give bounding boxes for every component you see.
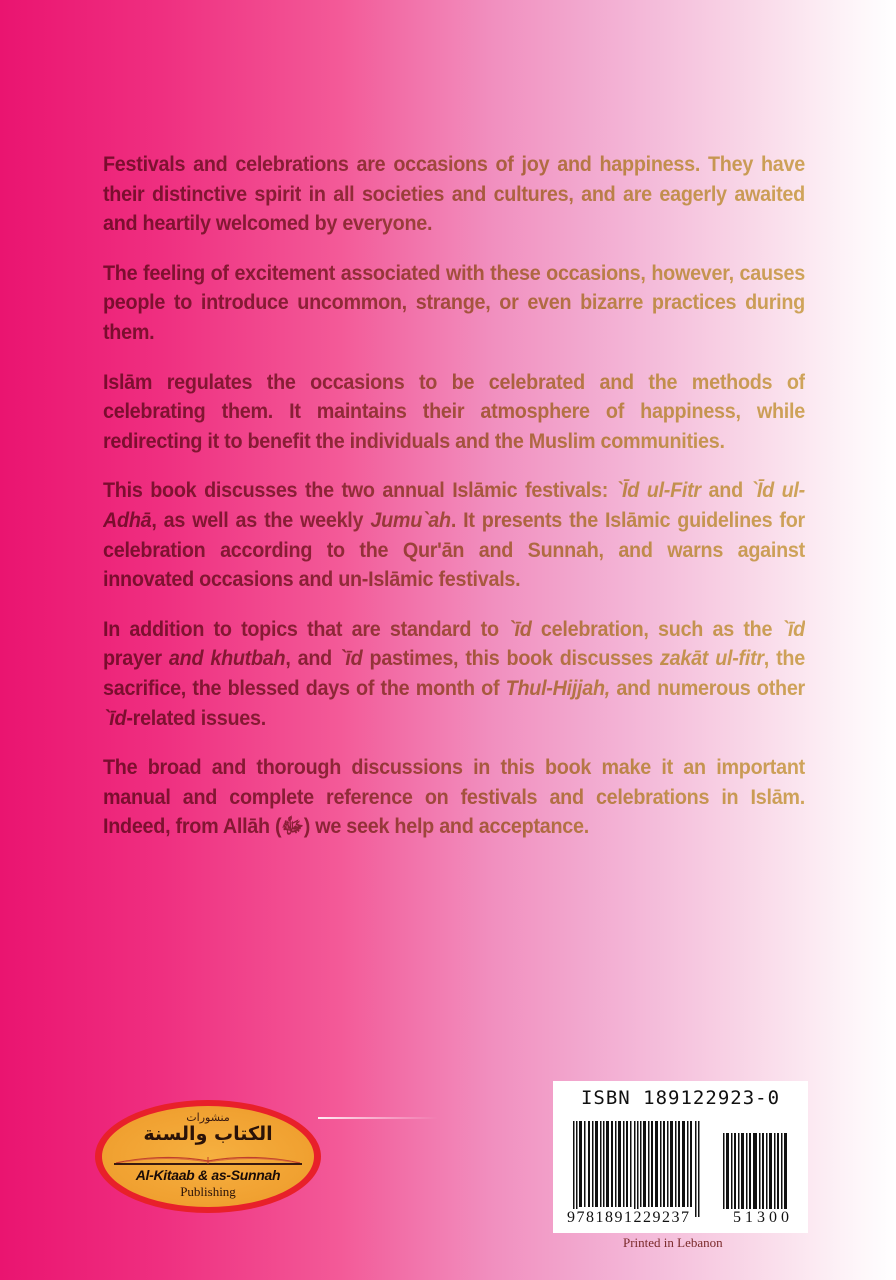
- isbn-label: ISBN 189122923-0: [580, 1087, 781, 1109]
- isbn-barcode: [553, 1081, 808, 1233]
- addon-digits: 51300: [733, 1209, 793, 1226]
- publisher-logo-inner: [102, 1106, 314, 1207]
- logo-arabic-small: منشورات: [186, 1111, 230, 1124]
- addon-barcode-bars: [723, 1133, 789, 1217]
- logo-english-name: Al-Kitaab & as-Sunnah: [135, 1167, 281, 1183]
- logo-subtitle: Publishing: [180, 1184, 236, 1199]
- logo-arabic-large: الكتاب والسنة: [143, 1123, 273, 1145]
- open-book-icon: [114, 1153, 302, 1165]
- printed-in-label: Printed in Lebanon: [623, 1235, 723, 1250]
- blurb-paragraph-4: This book discusses the two annual Islāmic festivals: `Īd ul-Fitr and `Īd ul-Adhā, as well as the weekly Jumu`ah. It presents the Islāmic guidelines for celebration according to the Qur'ān and Sunnah, and warns against innovated occasions and un-Islāmic festivals.: [103, 476, 805, 594]
- ean-digits: 9781891229237: [567, 1209, 691, 1226]
- blurb-paragraph-2: The feeling of excitement associated with these occasions, however, causes people to introduce uncommon, strange, or even bizarre practices during them.: [103, 259, 805, 348]
- blurb-paragraph-3: Islām regulates the occasions to be celebrated and the methods of celebrating them. It maintains their atmosphere of happiness, while redirecting it to benefit the individuals and the Muslim communities.: [103, 368, 805, 457]
- glare-streak: [318, 1117, 438, 1119]
- blurb-paragraph-5: In addition to topics that are standard to `īd celebration, such as the `īd prayer and khutbah, and `īd pastimes, this book discusses zakāt ul-fitr, the sacrifice, the blessed days of the month of Thul-Hijjah, and numerous other `īd-related issues.: [103, 615, 805, 733]
- publisher-logo: [95, 1100, 321, 1213]
- ean-barcode-bars: [573, 1121, 701, 1217]
- blurb-paragraph-6: The broad and thorough discussions in this book make it an important manual and complete reference on festivals and celebrations in Islām. Indeed, from Allāh (ﷻ) we seek help and acceptance.: [103, 753, 805, 842]
- back-cover-blurb: [103, 150, 805, 862]
- blurb-paragraph-1: Festivals and celebrations are occasions of joy and happiness. They have their distinctive spirit in all societies and cultures, and are eagerly awaited and heartily welcomed by everyone.: [103, 150, 805, 239]
